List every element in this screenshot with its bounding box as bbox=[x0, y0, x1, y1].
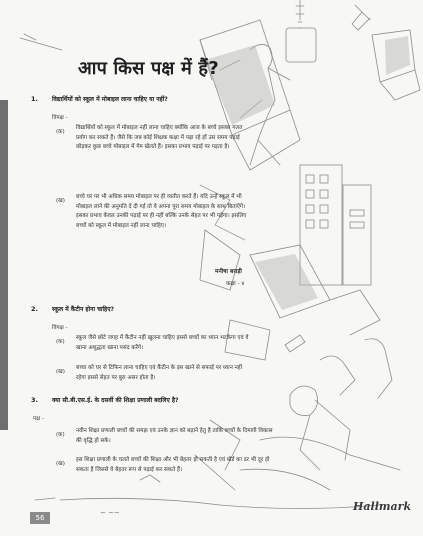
question-1-number: 1. bbox=[31, 95, 38, 103]
page-number: 56 bbox=[30, 512, 50, 524]
question-2-b-label: (ख) bbox=[56, 369, 65, 375]
brand-logo: Hallmark bbox=[353, 500, 412, 513]
question-2-side-label: विपक्ष - bbox=[52, 325, 68, 331]
question-2-number: 2. bbox=[31, 305, 38, 313]
question-1-b-text: बच्चे घर पर भी अधिक समय मोबाइल पर ही व्यतीत करते हैं। यदि उन्हें स्कूल में भी मोबाइल लाने की अनुमति दे दी गई तो वे अपना पूरा समय मोबाइल के साथ बिताएँगे। इसका प्रभाव केवल उनकी पढ़ाई पर ही नहीं बल्कि उनके सेहत पर भी पड़ेगा। इसलिए बच्चों को स्कूल में मोबाइल नहीं लाना चाहिए। bbox=[76, 194, 247, 230]
question-1-b-label: (ख) bbox=[56, 198, 65, 204]
question-3-a-label: (क) bbox=[56, 432, 65, 438]
question-3-b-text: इस शिक्षा प्रणाली के चलते बच्चों की शिक्षा और भी बेहतर हो सकती है एवं बोर्ड का डर भी दूर हो सकता है जिससे वे बेहतर रूप से पढ़ाई कर सकते हैं। bbox=[76, 457, 270, 473]
question-2-b-text: बच्चा को घर से टिफिन लाना चाहिए एवं कैंटीन के इस खाने से सफाई पर ध्यान नहीं रहेगा इससे सेहत पर बुरा असर होता है। bbox=[76, 365, 243, 381]
question-3-text: क्या सी.बी.एस.ई. के दसवीं की शिक्षा प्रणाली बदलिए है? bbox=[52, 397, 179, 404]
question-2-a-label: (क) bbox=[56, 339, 65, 345]
author-name: मनीषा बराड़ी bbox=[215, 269, 242, 275]
question-2-a-text: स्कूल जैसे छोटे जगह में कैंटीन नहीं खुलना चाहिए इससे बच्चों का ध्यान भटकेगा एवं वे खाना अशुद्धता खाना पसंद करेंगे। bbox=[76, 335, 249, 351]
question-3-b-label: (ख) bbox=[56, 461, 65, 467]
question-2-text: स्कूल में कैंटीन होना चाहिए? bbox=[52, 306, 114, 313]
question-1-side-label: विपक्ष - bbox=[52, 115, 68, 121]
question-1-text: विद्यार्थियों को स्कूल में मोबाइल लाना चाहिए या नहीं? bbox=[52, 96, 168, 103]
author-class: कक्षा - ४ bbox=[226, 281, 245, 287]
question-1-a-text: विद्यार्थियों को स्कूल में मोबाइल नहीं लाना चाहिए क्योंकि आज के बच्चे इसका गलत प्रयोग कर सकते हैं। जैसे कि जब कोई शिक्षक कक्षा में पढ़ा रहे हों उस समय पढ़ाई छोड़कर कुछ बच्चे मोबाइल में गेम खेलते हैं। इसका प्रभाव पढ़ाई पर पड़ता है। bbox=[76, 125, 243, 151]
page-title: आप किस पक्ष में हैं? bbox=[78, 58, 219, 79]
left-margin-bar bbox=[0, 100, 8, 430]
question-3-number: 3. bbox=[31, 396, 38, 404]
question-1-a-label: (क) bbox=[56, 129, 65, 135]
question-3-a-text: नवीन शिक्षा प्रणाली बच्चों की समझ एवं उनके ज्ञान को बढ़ाने हेतु है ताकि बच्चों के दिमाग़ी विकास की वृद्धि हो सके। bbox=[76, 428, 273, 444]
question-3-side-label: पक्ष - bbox=[33, 416, 44, 422]
svg-text:~ ~~: ~ ~~ bbox=[100, 509, 120, 517]
